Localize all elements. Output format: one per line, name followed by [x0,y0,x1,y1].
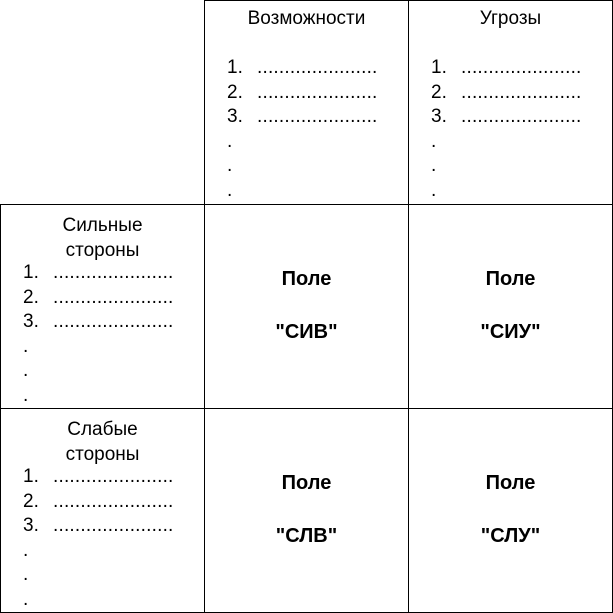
threats-header-cell [408,0,613,205]
field-siu-word: Поле [485,268,536,290]
opportunities-title: Возможности [247,8,366,29]
corner-cell [0,0,205,205]
threats-title: Угрозы [479,8,542,29]
ellipsis-dot: . [23,384,29,406]
field-slu-word: Поле [485,472,536,494]
list-item: 1. ...................... [227,57,378,78]
ellipsis-dot: . [227,130,233,152]
list-item: 2. ...................... [23,490,174,512]
field-siv-code: "СИВ" [275,321,338,343]
list-item: 1. ...................... [23,466,174,487]
field-slv-word: Поле [281,472,332,494]
opportunities-list [227,56,378,203]
list-item: 2. ...................... [431,81,582,103]
weaknesses-header-cell [0,408,205,613]
threats-list [431,56,582,203]
list-item: 3. ...................... [227,106,378,127]
list-item: 3. ...................... [431,106,582,127]
opportunities-header-cell [204,0,409,205]
field-siu-code: "СИУ" [480,321,541,343]
field-slv-code: "СЛВ" [275,525,338,547]
strengths-header-cell [0,204,205,409]
weaknesses-title-line2: стороны [65,444,140,465]
strengths-list [23,261,174,408]
field-siu-cell [408,204,613,409]
list-item: 1. ...................... [431,57,582,78]
field-slu-code: "СЛУ" [480,525,541,547]
field-slu-cell [408,408,613,613]
list-item: 3. ...................... [23,311,174,332]
ellipsis-dot: . [23,564,29,585]
field-siv-cell [204,204,409,409]
list-item: 2. ...................... [23,286,174,308]
ellipsis-dot: . [431,179,437,201]
weaknesses-list [23,465,174,612]
field-slv-cell [204,408,409,613]
ellipsis-dot: . [23,360,29,381]
strengths-title [1,213,204,263]
strengths-title-line2: стороны [65,240,140,261]
list-item: 2. ...................... [227,81,378,103]
list-item: 3. ...................... [23,515,174,536]
list-item: 1. ...................... [23,262,174,283]
ellipsis-dot: . [227,179,233,201]
field-siv-word: Поле [281,268,332,290]
weaknesses-title-line1: Слабые [67,419,138,440]
ellipsis-dot: . [227,155,233,176]
ellipsis-dot: . [23,335,29,357]
ellipsis-dot: . [431,130,437,152]
ellipsis-dot: . [431,155,437,176]
strengths-title-line1: Сильные [62,215,143,236]
ellipsis-dot: . [23,539,29,561]
weaknesses-title [1,417,204,467]
ellipsis-dot: . [23,588,29,610]
